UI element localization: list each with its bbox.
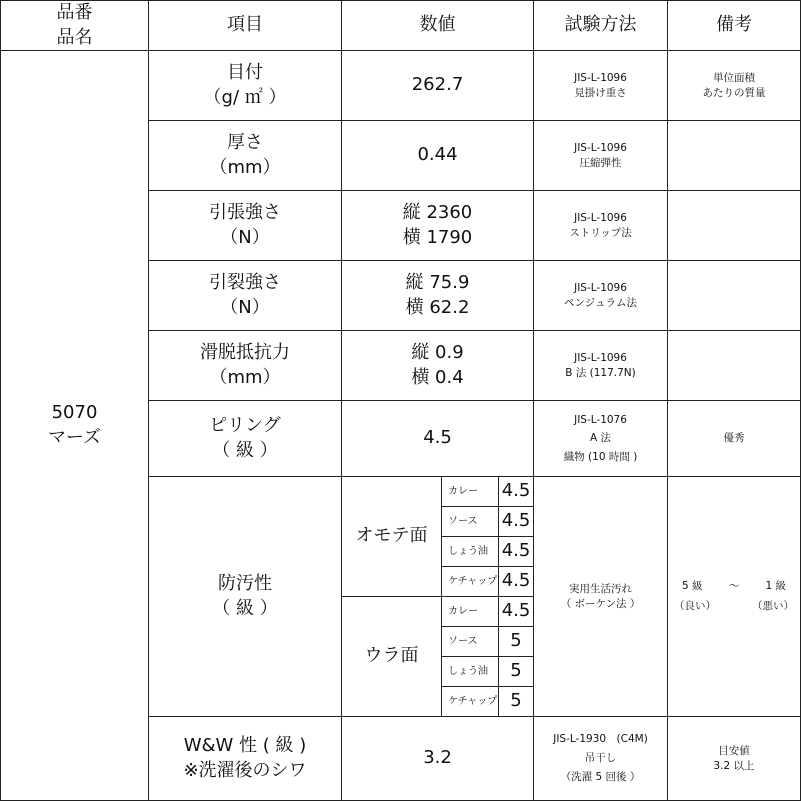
value-line: 262.7 xyxy=(411,74,464,96)
grade-worst: 1 級 xyxy=(765,579,787,592)
note-line: 目安値 xyxy=(718,745,750,758)
method-line: JIS-L-1930 (C4M) xyxy=(553,733,648,746)
header-product-code xyxy=(1,1,149,51)
note-cell xyxy=(668,51,801,121)
sauce-label: ソース xyxy=(442,627,499,657)
note-line: あたりの質量 xyxy=(702,86,766,99)
item-unit: （N） xyxy=(220,296,270,318)
method-line: JIS-L-1096 xyxy=(574,72,627,85)
grade-value: 5 xyxy=(499,687,534,717)
method-line: B 法 (117.7N) xyxy=(565,366,636,379)
value-cell xyxy=(342,261,534,331)
item-label: ピリング xyxy=(209,415,281,437)
sauce-label: カレー xyxy=(442,477,499,507)
item-unit: ※洗濯後のシワ xyxy=(183,759,307,781)
grade-value: 4.5 xyxy=(499,507,534,537)
method-line: （洗濯 5 回後 ） xyxy=(560,770,641,783)
method-cell xyxy=(534,331,668,401)
item-label: 防汚性 xyxy=(218,573,272,595)
value-line: 縦 0.9 xyxy=(411,342,464,364)
grade-value: 4.5 xyxy=(499,477,534,507)
product-number: 5070 xyxy=(51,402,98,424)
value-cell xyxy=(342,191,534,261)
method-line: ストリップ法 xyxy=(569,226,632,239)
method-cell xyxy=(534,121,668,191)
sauce-label: ケチャップ xyxy=(442,567,499,597)
value-cell xyxy=(342,121,534,191)
item-unit: （N） xyxy=(220,226,270,248)
method-cell xyxy=(534,51,668,121)
item-cell xyxy=(149,121,342,191)
method-cell xyxy=(534,717,668,801)
value-line: 0.44 xyxy=(417,144,458,166)
value-cell xyxy=(342,401,534,477)
grade-scale-bottom xyxy=(668,597,800,617)
sauce-label: しょう油 xyxy=(442,657,499,687)
method-line: ペンジュラム法 xyxy=(564,296,637,309)
header-code-line1: 品番 xyxy=(56,2,93,24)
item-label: 厚さ xyxy=(227,132,263,154)
sauce-label: ケチャップ xyxy=(442,687,499,717)
header-method: 試験方法 xyxy=(534,1,668,51)
item-label: W&W 性 ( 級 ) xyxy=(183,735,307,757)
note-cell xyxy=(668,121,801,191)
sauce-label: ソース xyxy=(442,507,499,537)
grade-value: 5 xyxy=(499,627,534,657)
value-line: 縦 2360 xyxy=(402,202,473,224)
grade-scale-note xyxy=(668,477,801,717)
method-line: 実用生活汚れ xyxy=(569,583,633,596)
item-label: 引張強さ xyxy=(209,202,281,224)
method-line: JIS-L-1096 xyxy=(574,212,627,225)
method-line: A 法 xyxy=(590,432,612,445)
value-cell xyxy=(342,331,534,401)
value-cell: 3.2 xyxy=(342,717,534,801)
product-name: マーズ xyxy=(47,426,102,448)
value-line: 縦 75.9 xyxy=(405,272,470,294)
grade-good: （良い） xyxy=(674,599,717,612)
item-label: 目付 xyxy=(227,62,263,84)
item-unit: （mm） xyxy=(209,366,281,388)
header-note: 備考 xyxy=(668,1,801,51)
grade-tilde: ～ xyxy=(728,579,740,592)
header-row xyxy=(1,1,801,51)
stain-item-cell xyxy=(149,477,342,717)
note-cell xyxy=(668,331,801,401)
grade-best: 5 級 xyxy=(682,579,703,592)
item-unit: （ 級 ） xyxy=(212,597,278,619)
note-cell xyxy=(668,261,801,331)
item-label: 引裂強さ xyxy=(209,272,281,294)
note-line: 3.2 以上 xyxy=(713,759,755,772)
item-cell xyxy=(149,401,342,477)
grade-bad: （悪い） xyxy=(752,599,795,612)
grade-value: 4.5 xyxy=(499,597,534,627)
note-cell xyxy=(668,191,801,261)
value-cell xyxy=(342,51,534,121)
method-cell xyxy=(534,261,668,331)
sauce-label: しょう油 xyxy=(442,537,499,567)
item-unit: （mm） xyxy=(209,156,281,178)
note-line: 単位面積 xyxy=(713,72,756,85)
note-cell xyxy=(668,401,801,477)
note-line: 優秀 xyxy=(723,432,745,445)
method-line: 見掛け重さ xyxy=(574,86,627,99)
header-value: 数値 xyxy=(342,1,534,51)
method-line: JIS-L-1096 xyxy=(574,282,627,295)
grade-value: 4.5 xyxy=(499,537,534,567)
method-line: JIS-L-1076 xyxy=(574,413,627,426)
value-line: 横 0.4 xyxy=(411,366,464,388)
method-line: 吊干し xyxy=(584,752,617,765)
grade-value: 5 xyxy=(499,657,534,687)
item-unit: （ 級 ） xyxy=(212,439,278,461)
item-label: 滑脱抵抗力 xyxy=(200,342,290,364)
item-cell xyxy=(149,331,342,401)
item-unit: （g/ ㎡ ） xyxy=(203,86,287,108)
method-cell xyxy=(534,191,668,261)
table-row xyxy=(1,51,801,121)
value-line: 4.5 xyxy=(423,427,452,449)
sauce-label: カレー xyxy=(442,597,499,627)
method-line: JIS-L-1096 xyxy=(574,352,627,365)
front-face-label: オモテ面 xyxy=(342,477,442,597)
header-item: 項目 xyxy=(149,1,342,51)
method-cell xyxy=(534,401,668,477)
back-face-label: ウラ面 xyxy=(342,597,442,717)
item-cell xyxy=(149,51,342,121)
method-cell xyxy=(534,477,668,717)
product-cell xyxy=(1,51,149,801)
grade-value: 4.5 xyxy=(499,567,534,597)
method-line: 圧縮弾性 xyxy=(579,156,622,169)
header-code-line2: 品名 xyxy=(56,26,93,48)
method-line: JIS-L-1096 xyxy=(574,142,627,155)
value-line: 横 1790 xyxy=(402,226,473,248)
item-cell xyxy=(149,261,342,331)
item-cell xyxy=(149,191,342,261)
method-line: 織物 (10 時間 ) xyxy=(563,450,638,463)
note-cell xyxy=(668,717,801,801)
grade-scale-top xyxy=(668,577,800,597)
value-line: 横 62.2 xyxy=(405,296,470,318)
method-line: （ ボーケン法 ） xyxy=(560,597,641,610)
item-cell xyxy=(149,717,342,801)
